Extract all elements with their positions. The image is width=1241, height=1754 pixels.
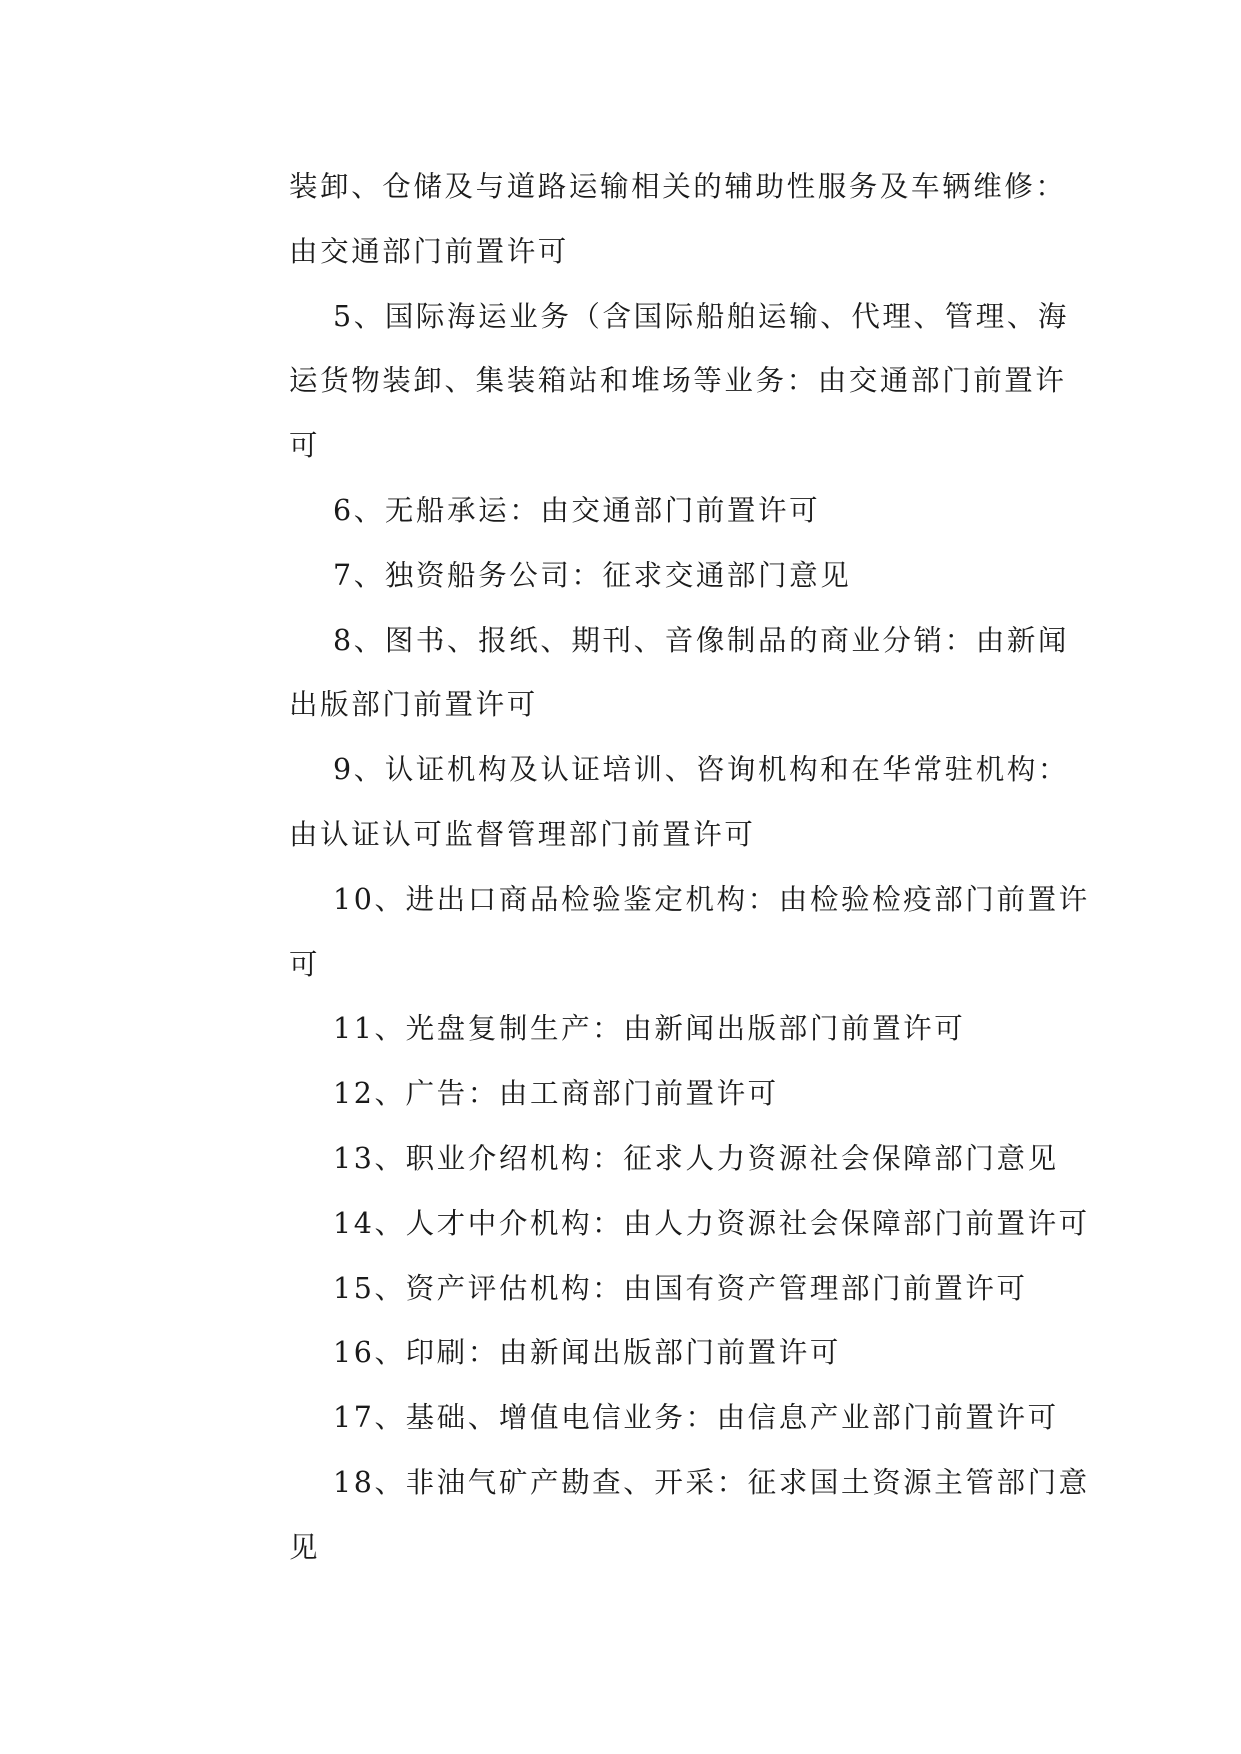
paragraph-item-6 — [289, 479, 1001, 544]
paragraph-item-14 — [289, 1192, 1090, 1257]
paragraph-item-12 — [289, 1062, 1001, 1127]
paragraph-item-18 — [289, 1451, 1090, 1581]
text-line: 装卸、仓储及与道路运输相关的辅助性服务及车辆维修： — [289, 170, 1067, 203]
text-line: 运货物装卸、集装箱站和堆场等业务：由交通部门前置许 — [289, 364, 1067, 398]
text-line: 9、认证机构及认证培训、咨询机构和在华常驻机构： — [333, 753, 1070, 787]
text-line: 12、广告：由工商部门前置许可 — [333, 1077, 779, 1111]
text-line: 11、光盘复制生产：由新闻出版部门前置许可 — [333, 1012, 966, 1046]
text-line: 8、图书、报纸、期刊、音像制品的商业分销：由新闻 — [333, 623, 1070, 657]
paragraph-item-9 — [289, 738, 1070, 868]
text-line: 由交通部门前置许可 — [289, 234, 569, 268]
paragraph-item-8 — [289, 609, 1070, 739]
paragraph-item-17 — [289, 1386, 1059, 1451]
paragraph-item-10 — [289, 868, 1090, 998]
text-line: 可 — [289, 429, 321, 463]
text-line: 5、国际海运业务（含国际船舶运输、代理、管理、海 — [333, 299, 1070, 333]
paragraph-item-7 — [289, 544, 1001, 609]
text-line: 15、资产评估机构：由国有资产管理部门前置许可 — [333, 1271, 1028, 1305]
paragraph-road-transport — [289, 155, 1067, 285]
paragraph-item-5 — [289, 285, 1070, 479]
text-line: 16、印刷：由新闻出版部门前置许可 — [333, 1336, 841, 1370]
text-line: 出版部门前置许可 — [289, 688, 538, 722]
text-line: 6、无船承运：由交通部门前置许可 — [333, 493, 821, 527]
text-line: 14、人才中介机构：由人力资源社会保障部门前置许可 — [333, 1206, 1090, 1240]
text-line: 见 — [289, 1530, 321, 1564]
text-line: 13、职业介绍机构：征求人力资源社会保障部门意见 — [333, 1141, 1059, 1175]
document-body — [289, 155, 1090, 1581]
text-line: 10、进出口商品检验鉴定机构：由检验检疫部门前置许 — [333, 882, 1090, 916]
paragraph-item-13 — [289, 1127, 1059, 1192]
paragraph-item-11 — [289, 997, 1001, 1062]
paragraph-item-15 — [289, 1257, 1028, 1322]
paragraph-item-16 — [289, 1321, 1001, 1386]
text-line: 18、非油气矿产勘查、开采：征求国土资源主管部门意 — [333, 1465, 1090, 1499]
text-line: 由认证认可监督管理部门前置许可 — [289, 817, 756, 851]
text-line: 可 — [289, 947, 321, 981]
text-line: 7、独资船务公司：征求交通部门意见 — [333, 558, 852, 592]
text-line: 17、基础、增值电信业务：由信息产业部门前置许可 — [333, 1401, 1059, 1435]
